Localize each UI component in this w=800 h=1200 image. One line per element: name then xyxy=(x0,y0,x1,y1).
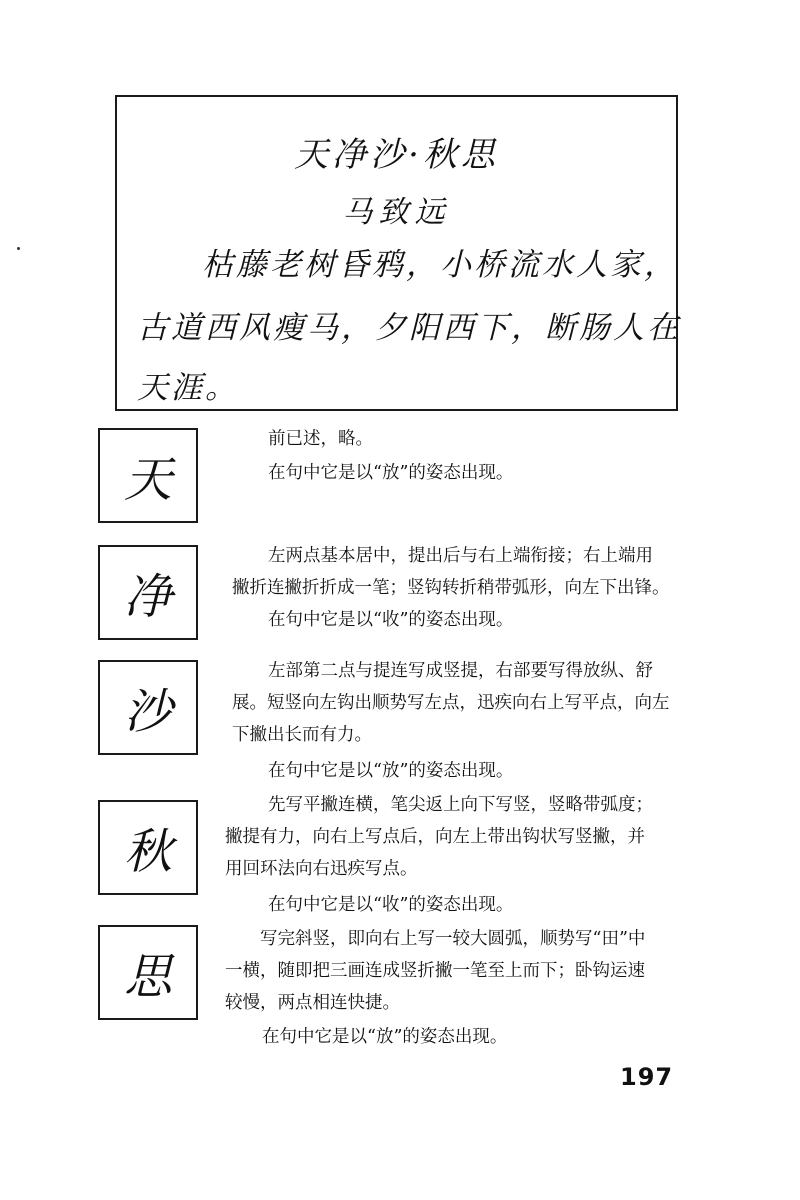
char-tian: 天 xyxy=(123,452,172,508)
entry-qiu-line-1: 先写平撇连横，笔尖返上向下写竖，竖略带弧度； xyxy=(268,795,653,815)
entry-si-line-4: 在句中它是以“放”的姿态出现。 xyxy=(262,1027,508,1047)
entry-si-line-3: 较慢，两点相连快捷。 xyxy=(225,993,400,1013)
page-number: 197 xyxy=(620,1063,674,1091)
char-box-jing xyxy=(98,545,198,640)
char-qiu: 秋 xyxy=(123,824,172,880)
entry-si-line-2: 一横，随即把三画连成竖折撇一笔至上而下；卧钩运速 xyxy=(225,961,645,981)
poem-author: 马致远 xyxy=(342,195,451,230)
char-box-qiu xyxy=(98,800,198,895)
entry-sha-line-3: 下撇出长而有力。 xyxy=(232,725,372,745)
char-sha: 沙 xyxy=(123,684,172,740)
entry-qiu-line-4: 在句中它是以“收”的姿态出现。 xyxy=(268,895,514,915)
poem-line-1: 枯藤老树昏鸦，小桥流水人家， xyxy=(202,247,678,283)
entry-sha-line-1: 左部第二点与提连写成竖提，右部要写得放纵、舒 xyxy=(268,661,653,681)
char-si: 思 xyxy=(123,949,172,1005)
scan-speck xyxy=(17,247,20,250)
entry-sha-line-4: 在句中它是以“放”的姿态出现。 xyxy=(268,761,514,781)
entry-si-line-1: 写完斜竖，即向右上写一较大圆弧，顺势写“田”中 xyxy=(260,929,646,949)
entry-jing-line-2: 撇折连撇折折成一笔；竖钩转折稍带弧形，向左下出锋。 xyxy=(232,578,670,598)
poem-title: 天净沙·秋思 xyxy=(294,135,499,175)
char-box-tian xyxy=(98,428,198,523)
char-jing: 净 xyxy=(123,569,172,625)
entry-jing-line-1: 左两点基本居中，提出后与右上端衔接；右上端用 xyxy=(268,546,653,566)
poem-line-3: 天涯。 xyxy=(137,370,239,406)
entry-jing-line-3: 在句中它是以“收”的姿态出现。 xyxy=(268,610,514,630)
entry-qiu-line-2: 撇提有力，向右上写点后，向左上带出钩状写竖撇，并 xyxy=(225,827,645,847)
poem-box xyxy=(115,95,681,411)
entry-tian-line-2: 在句中它是以“放”的姿态出现。 xyxy=(268,463,514,483)
char-box-sha xyxy=(98,660,198,755)
poem-line-2: 古道西风瘦马，夕阳西下，断肠人在 xyxy=(137,310,681,346)
entry-qiu-line-3: 用回环法向右迅疾写点。 xyxy=(225,859,418,879)
char-box-si xyxy=(98,925,198,1020)
entry-sha-line-2: 展。短竖向左钩出顺势写左点，迅疾向右上写平点，向左 xyxy=(232,693,670,713)
entry-tian-line-1: 前已述，略。 xyxy=(268,429,373,449)
